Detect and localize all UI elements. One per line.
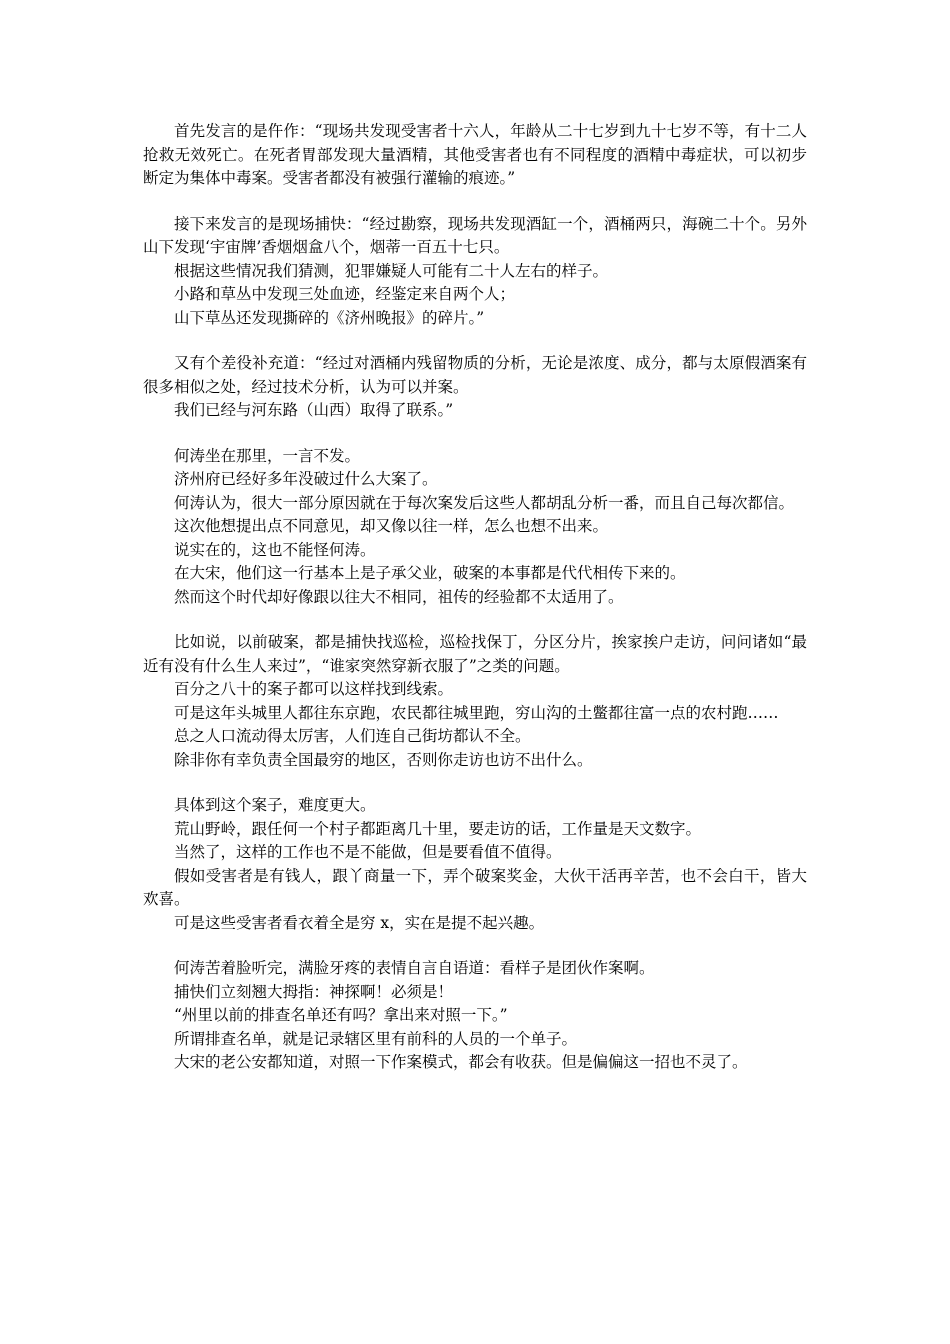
- text-line: 济州府已经好多年没破过什么大案了。: [174, 470, 438, 488]
- text-line: 可是这些受害者看衣着全是穷 x，实在是提不起兴趣。: [174, 913, 545, 932]
- paragraph-case-difficulty: [143, 794, 807, 935]
- text-line: “州里以前的排查名单还有吗？拿出来对照一下。”: [174, 1006, 508, 1024]
- text-line: 又有个差役补充道：“经过对酒桶内残留物质的分析，无论是浓度、成分，都与太原假酒案有很多相似之处，经过技术分析，认为可以并案。: [143, 354, 807, 396]
- text-line: 所谓排查名单，就是记录辖区里有前科的人员的一个单子。: [174, 1029, 578, 1048]
- text-line: 这次他想提出点不同意见，却又像以往一样，怎么也想不出来。: [174, 517, 609, 535]
- text-line: 何涛苦着脸听完，满脸牙疼的表情自言自语道：看样子是团伙作案啊。: [174, 959, 655, 977]
- paragraph-he-tao-thoughts: [143, 445, 807, 610]
- paragraph-old-methods: [143, 631, 807, 772]
- text-line: 总之人口流动得太厉害，人们连自己街坊都认不全。: [174, 727, 531, 745]
- paragraph-coroner-report: [143, 120, 807, 191]
- text-line: 根据这些情况我们猜测，犯罪嫌疑人可能有二十人左右的样子。: [174, 261, 609, 280]
- text-line: 大宋的老公安都知道，对照一下作案模式，都会有收获。但是偏偏这一招也不灵了。: [174, 1053, 748, 1071]
- text-line: 说实在的，这也不能怪何涛。: [174, 540, 376, 559]
- text-line: 首先发言的是仵作：“现场共发现受害者十六人，年龄从二十七岁到九十七岁不等，有十二人抢救无效死亡。在死者胃部发现大量酒精，其他受害者也有不同程度的酒精中毒症状，可以初步断定为集体中毒案。受害者都没有被强行灌输的痕迹。”: [143, 122, 807, 187]
- text-line: 荒山野岭，跟任何一个村子都距离几十里，要走访的话，工作量是天文数字。: [174, 819, 702, 838]
- text-line: 可是这年头城里人都往东京跑，农民都往城里跑，穷山沟的土鳖都往富一点的农村跑……: [174, 703, 779, 722]
- text-line: 山下草丛还发现撕碎的《济州晚报》的碎片。”: [174, 308, 485, 327]
- document-body: [143, 120, 807, 1097]
- text-line: 何涛坐在那里，一言不发。: [174, 446, 361, 465]
- text-line: 然而这个时代却好像跟以往大不相同，祖传的经验都不太适用了。: [174, 587, 624, 606]
- text-line: 当然了，这样的工作也不是不能做，但是要看值不值得。: [174, 843, 562, 861]
- text-line: 何涛认为，很大一部分原因就在于每次案发后这些人都胡乱分析一番，而且自己每次都信。: [174, 493, 795, 512]
- text-line: 在大宋，他们这一行基本上是子承父业，破案的本事都是代代相传下来的。: [174, 564, 686, 582]
- paragraph-he-tao-conclusion: [143, 957, 807, 1075]
- text-line: 假如受害者是有钱人，跟丫商量一下，弄个破案奖金，大伙干活再辛苦，也不会白干，皆大欢喜。: [143, 866, 807, 908]
- text-line: 具体到这个案子，难度更大。: [174, 796, 376, 814]
- text-line: 小路和草丛中发现三处血迹，经鉴定来自两个人；: [174, 285, 516, 303]
- text-line: 接下来发言的是现场捕快：“经过勘察，现场共发现酒缸一个，酒桶两只，海碗二十个。另外山下发现‘宇宙牌’香烟烟盒八个，烟蒂一百五十七只。: [143, 214, 807, 256]
- text-line: 捕快们立刻翘大拇指：神探啊！必须是！: [174, 982, 454, 1001]
- text-line: 我们已经与河东路（山西）取得了联系。”: [174, 401, 454, 419]
- text-line: 除非你有幸负责全国最穷的地区，否则你走访也访不出什么。: [174, 750, 593, 769]
- paragraph-constable-report: [143, 213, 807, 331]
- text-line: 百分之八十的案子都可以这样找到线索。: [174, 680, 454, 698]
- paragraph-clerk-addition: [143, 352, 807, 423]
- text-line: 比如说，以前破案，都是捕快找巡检，巡检找保丁，分区分片，挨家挨户走访，问问诸如“最近有没有什么生人来过”，“谁家突然穿新衣服了”之类的问题。: [143, 633, 807, 675]
